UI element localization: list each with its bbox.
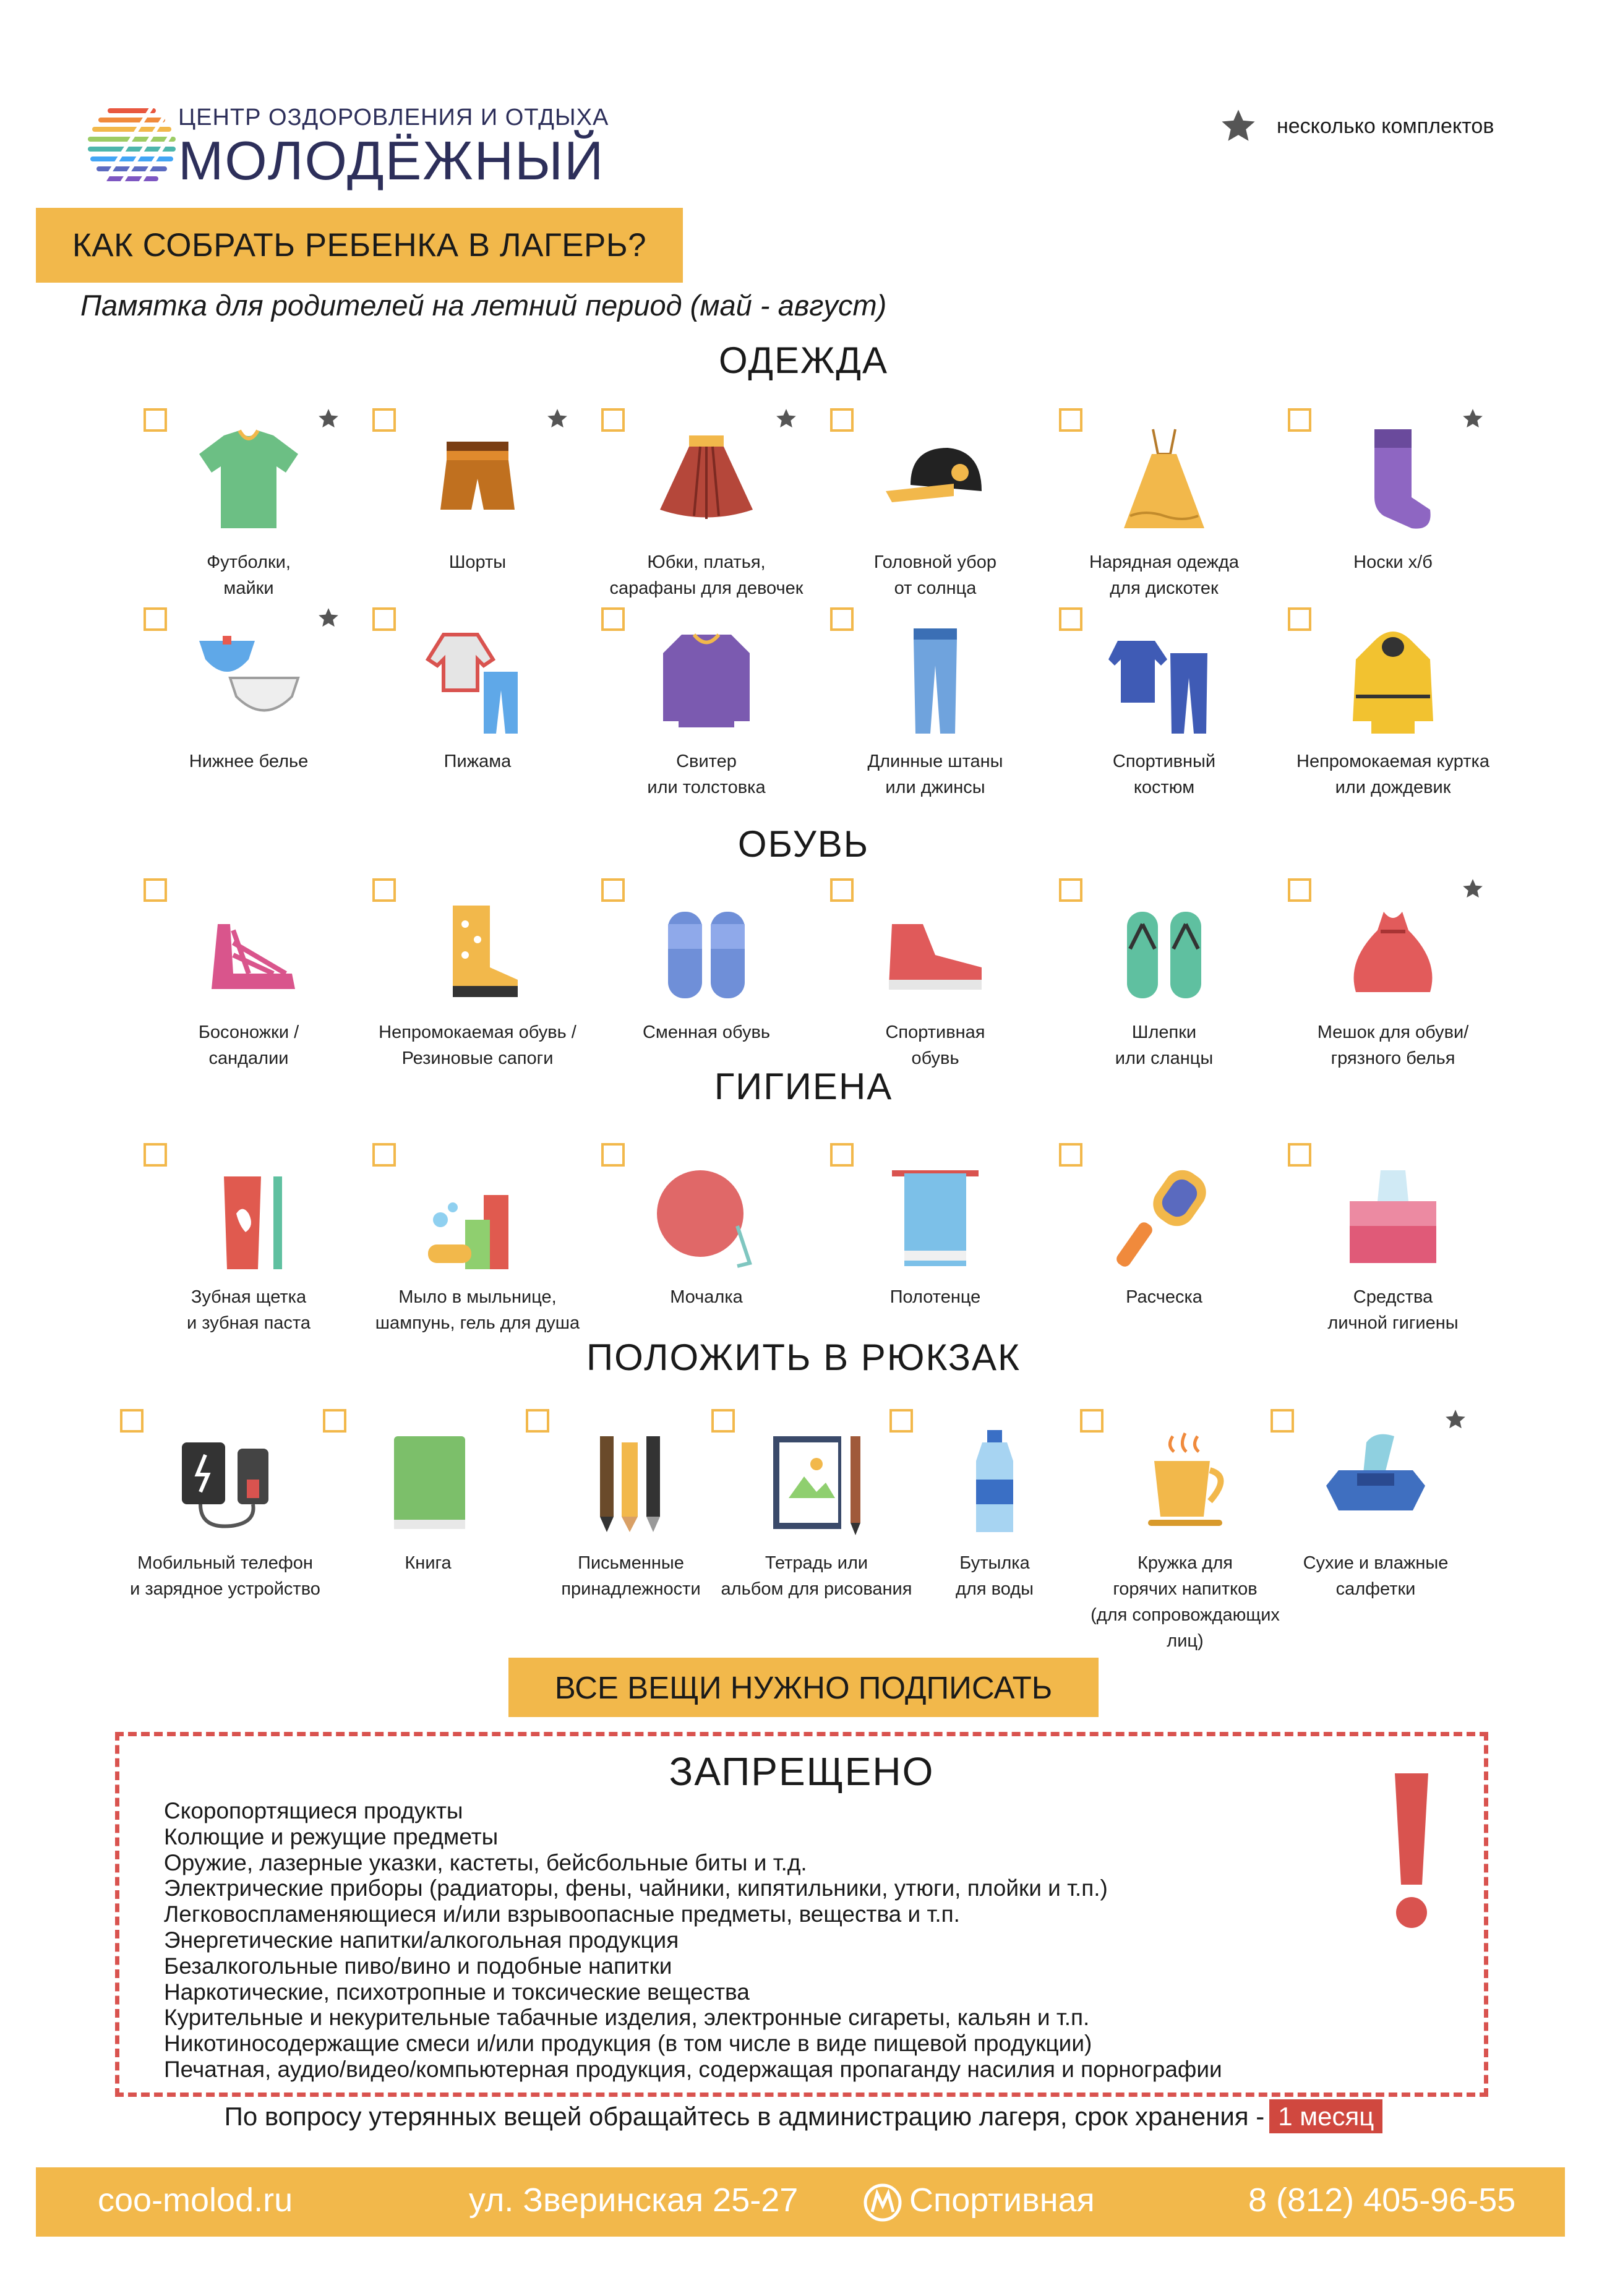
item-skirt [589, 408, 824, 606]
sign-notice [508, 1658, 1099, 1717]
pajama-label: Пижама [444, 752, 512, 771]
logo [85, 102, 609, 195]
comb-icon [1102, 1152, 1226, 1275]
sweater-label: Свитер или толстовка [647, 752, 766, 797]
item-comb [1047, 1143, 1282, 1341]
item-raincoat [1275, 607, 1511, 805]
sweater-icon [645, 616, 768, 740]
slippers-label: Сменная обувь [642, 1022, 771, 1042]
slippers-icon [645, 887, 768, 1011]
bag-label: Мешок для обуви/ грязного белья [1317, 1022, 1469, 1068]
soap-icon [416, 1152, 539, 1275]
sweater-checkbox[interactable] [601, 607, 625, 631]
multi-set-star-icon [317, 606, 340, 630]
mug-icon [1123, 1418, 1247, 1541]
pens-icon [569, 1418, 693, 1541]
tshirt-label: Футболки, майки [207, 552, 291, 598]
drawstring-bag-icon [1331, 887, 1455, 1011]
forbidden-item: Колющие и режущие предметы [164, 1823, 499, 1849]
skirt-checkbox[interactable] [601, 408, 625, 432]
pens-checkbox[interactable] [526, 1409, 549, 1433]
metro-icon [863, 2183, 902, 2222]
boots-checkbox[interactable] [372, 878, 396, 902]
item-wipes [1258, 1409, 1493, 1607]
tissues-label: Средства личной гигиены [1327, 1287, 1459, 1333]
item-toothbrush [131, 1143, 366, 1341]
book-label: Книга [405, 1553, 452, 1573]
pajama-icon [416, 616, 539, 740]
section-title-hygiene: ГИГИЕНА [714, 1066, 893, 1107]
sandals-icon [187, 887, 311, 1011]
logo-mark-icon [85, 105, 178, 191]
soap-label: Мыло в мыльнице, шампунь, гель для душа [375, 1287, 580, 1333]
soap-checkbox[interactable] [372, 1143, 396, 1167]
multi-set-star-icon [1461, 407, 1485, 430]
bottle-checkbox[interactable] [889, 1409, 913, 1433]
item-cap [818, 408, 1053, 606]
shorts-label: Шорты [448, 552, 507, 572]
toothbrush-checkbox[interactable] [144, 1143, 167, 1167]
forbidden-list [164, 1798, 1222, 2083]
sneakers-icon [873, 887, 997, 1011]
socks-checkbox[interactable] [1288, 408, 1311, 432]
item-boots [360, 878, 595, 1076]
boots-label: Непромокаемая обувь / Резиновые сапоги [379, 1022, 576, 1068]
footer-phone[interactable]: 8 (812) 405-96-55 [1248, 2182, 1516, 2219]
forbidden-item: Энергетические напитки/алкогольная продукция [164, 1927, 679, 1953]
raincoat-label: Непромокаемая куртка или дождевик [1296, 752, 1489, 797]
multi-set-star-icon [546, 407, 569, 430]
notebook-label: Тетрадь или альбом для рисования [721, 1553, 912, 1599]
forbidden-item: Печатная, аудио/видео/компьютерная продукция, содержащая пропаганду насилия и порнографии [164, 2056, 1222, 2082]
cap-checkbox[interactable] [830, 408, 854, 432]
boots-icon [416, 887, 539, 1011]
flipflops-icon [1102, 887, 1226, 1011]
bottle-label: Бутылка для воды [956, 1553, 1034, 1599]
item-soap [360, 1143, 595, 1341]
item-sweater [589, 607, 824, 805]
socks-icon [1331, 417, 1455, 541]
wipes-checkbox[interactable] [1271, 1409, 1294, 1433]
item-tracksuit [1047, 607, 1282, 805]
item-tissues [1275, 1143, 1511, 1341]
wipes-icon [1314, 1418, 1438, 1541]
exclamation-icon [1390, 1773, 1433, 1928]
item-dress [1047, 408, 1282, 606]
footer-website-link[interactable]: coo-molod.ru [98, 2182, 293, 2219]
multi-set-star-icon [317, 407, 340, 430]
towel-icon [873, 1152, 997, 1275]
tissues-icon [1331, 1152, 1455, 1275]
item-sneakers [818, 878, 1053, 1076]
book-icon [366, 1418, 490, 1541]
cap-icon [873, 417, 997, 541]
item-shorts [360, 408, 595, 606]
multi-set-star-icon [774, 407, 798, 430]
towel-checkbox[interactable] [830, 1143, 854, 1167]
tracksuit-icon [1102, 616, 1226, 740]
item-phone [108, 1409, 343, 1607]
page-subtitle: Памятка для родителей на летний период (май - август) [80, 289, 887, 322]
item-sandals [131, 878, 366, 1076]
lost-items-note [0, 2102, 1607, 2131]
item-slippers [589, 878, 824, 1076]
comb-checkbox[interactable] [1059, 1143, 1082, 1167]
page-title: КАК СОБРАТЬ РЕБЕНКА В ЛАГЕРЬ? [72, 227, 647, 263]
forbidden-item: Электрические приборы (радиаторы, фены, чайники, кипятильники, утюги, плойки и т.п.) [164, 1875, 1108, 1901]
item-flipflops [1047, 878, 1282, 1076]
pajama-checkbox[interactable] [372, 607, 396, 631]
notebook-icon [755, 1418, 878, 1541]
item-towel [818, 1143, 1053, 1341]
storage-period-badge: 1 месяц [1269, 2099, 1382, 2133]
lost-items-text: По вопросу утерянных вещей обращайтесь в администрацию лагеря, срок хранения - [224, 2102, 1265, 2131]
item-bag [1275, 878, 1511, 1076]
star-icon [1219, 106, 1258, 146]
tshirt-icon [187, 417, 311, 541]
logo-name: МОЛОДЁЖНЫЙ [178, 130, 605, 191]
forbidden-item: Легковоспламеняющиеся и/или взрывоопасные предметы, вещества и т.п. [164, 1901, 960, 1927]
footer-address: ул. Зверинская 25-27 [469, 2182, 799, 2219]
sneakers-label: Спортивная обувь [885, 1022, 985, 1068]
phone-charger-icon [163, 1418, 287, 1541]
forbidden-item: Безалкогольные пиво/вино и подобные напитки [164, 1953, 672, 1979]
multi-set-star-icon [1461, 877, 1485, 901]
underwear-icon [187, 616, 311, 740]
pens-label: Письменные принадлежности [561, 1553, 701, 1599]
bag-checkbox[interactable] [1288, 878, 1311, 902]
shorts-icon [416, 417, 539, 541]
jeans-checkbox[interactable] [830, 607, 854, 631]
towel-label: Полотенце [889, 1287, 981, 1307]
dress-checkbox[interactable] [1059, 408, 1082, 432]
item-sponge [589, 1143, 824, 1341]
sandals-checkbox[interactable] [144, 878, 167, 902]
tracksuit-checkbox[interactable] [1059, 607, 1082, 631]
skirt-icon [645, 417, 768, 541]
section-title-backpack: ПОЛОЖИТЬ В РЮКЗАК [586, 1337, 1021, 1378]
sponge-label: Мочалка [670, 1287, 743, 1307]
water-bottle-icon [933, 1418, 1056, 1541]
book-checkbox[interactable] [323, 1409, 346, 1433]
sponge-checkbox[interactable] [601, 1143, 625, 1167]
legend [1219, 106, 1494, 146]
forbidden-item: Курительные и некурительные табачные изделия, электронные сигареты, кальян и т.п. [164, 2005, 1090, 2031]
title-bar [36, 208, 683, 283]
flipflops-label: Шлепки или сланцы [1115, 1022, 1214, 1068]
skirt-label: Юбки, платья, сарафаны для девочек [609, 552, 804, 598]
toothbrush-icon [187, 1152, 311, 1275]
tshirt-checkbox[interactable] [144, 408, 167, 432]
comb-label: Расческа [1126, 1287, 1202, 1307]
multi-set-star-icon [1444, 1408, 1467, 1431]
mug-label: Кружка для горячих напитков (для сопровождающих лиц) [1091, 1553, 1280, 1651]
underwear-checkbox[interactable] [144, 607, 167, 631]
jeans-label: Длинные штаны или джинсы [867, 752, 1003, 797]
cap-label: Головной убор от солнца [873, 552, 997, 598]
item-socks [1275, 408, 1511, 606]
phone-checkbox[interactable] [120, 1409, 144, 1433]
section-title-clothing: ОДЕЖДА [718, 340, 889, 381]
sponge-icon [645, 1152, 768, 1275]
toothbrush-label: Зубная щетка и зубная паста [187, 1287, 311, 1333]
footer-metro: Спортивная [909, 2182, 1095, 2219]
phone-label: Мобильный телефон и зарядное устройство [130, 1553, 320, 1599]
wipes-label: Сухие и влажные салфетки [1303, 1553, 1449, 1599]
item-underwear [131, 607, 366, 805]
raincoat-icon [1331, 616, 1455, 740]
raincoat-checkbox[interactable] [1288, 607, 1311, 631]
mug-checkbox[interactable] [1080, 1409, 1103, 1433]
legend-text: несколько комплектов [1277, 114, 1494, 138]
forbidden-item: Оружие, лазерные указки, кастеты, бейсбольные биты и т.д. [164, 1849, 807, 1875]
forbidden-item: Никотиносодержащие смеси и/или продукция (в том числе в виде пищевой продукции) [164, 2031, 1092, 2057]
tissues-checkbox[interactable] [1288, 1143, 1311, 1167]
underwear-label: Нижнее белье [189, 752, 309, 771]
item-jeans [818, 607, 1053, 805]
forbidden-item: Скоропортящиеся продукты [164, 1798, 463, 1823]
slippers-checkbox[interactable] [601, 878, 625, 902]
logo-subtitle: ЦЕНТР ОЗДОРОВЛЕНИЯ И ОТДЫХА [178, 105, 609, 131]
flipflops-checkbox[interactable] [1059, 878, 1082, 902]
forbidden-title: ЗАПРЕЩЕНО [669, 1749, 935, 1794]
item-pajama [360, 607, 595, 805]
item-tshirt [131, 408, 366, 606]
dress-icon [1102, 417, 1226, 541]
sign-notice-text: ВСЕ ВЕЩИ НУЖНО ПОДПИСАТЬ [554, 1669, 1053, 1705]
sandals-label: Босоножки / сандалии [198, 1022, 299, 1068]
forbidden-box [115, 1732, 1488, 2097]
dress-label: Нарядная одежда для дискотек [1089, 552, 1240, 598]
notebook-checkbox[interactable] [711, 1409, 735, 1433]
tracksuit-label: Спортивный костюм [1112, 752, 1216, 797]
forbidden-item: Наркотические, психотропные и токсические вещества [164, 1979, 750, 2005]
socks-label: Носки х/б [1353, 552, 1433, 572]
section-title-shoes: ОБУВЬ [737, 823, 870, 865]
footer [36, 2167, 1565, 2237]
sneakers-checkbox[interactable] [830, 878, 854, 902]
shorts-checkbox[interactable] [372, 408, 396, 432]
jeans-icon [873, 616, 997, 740]
